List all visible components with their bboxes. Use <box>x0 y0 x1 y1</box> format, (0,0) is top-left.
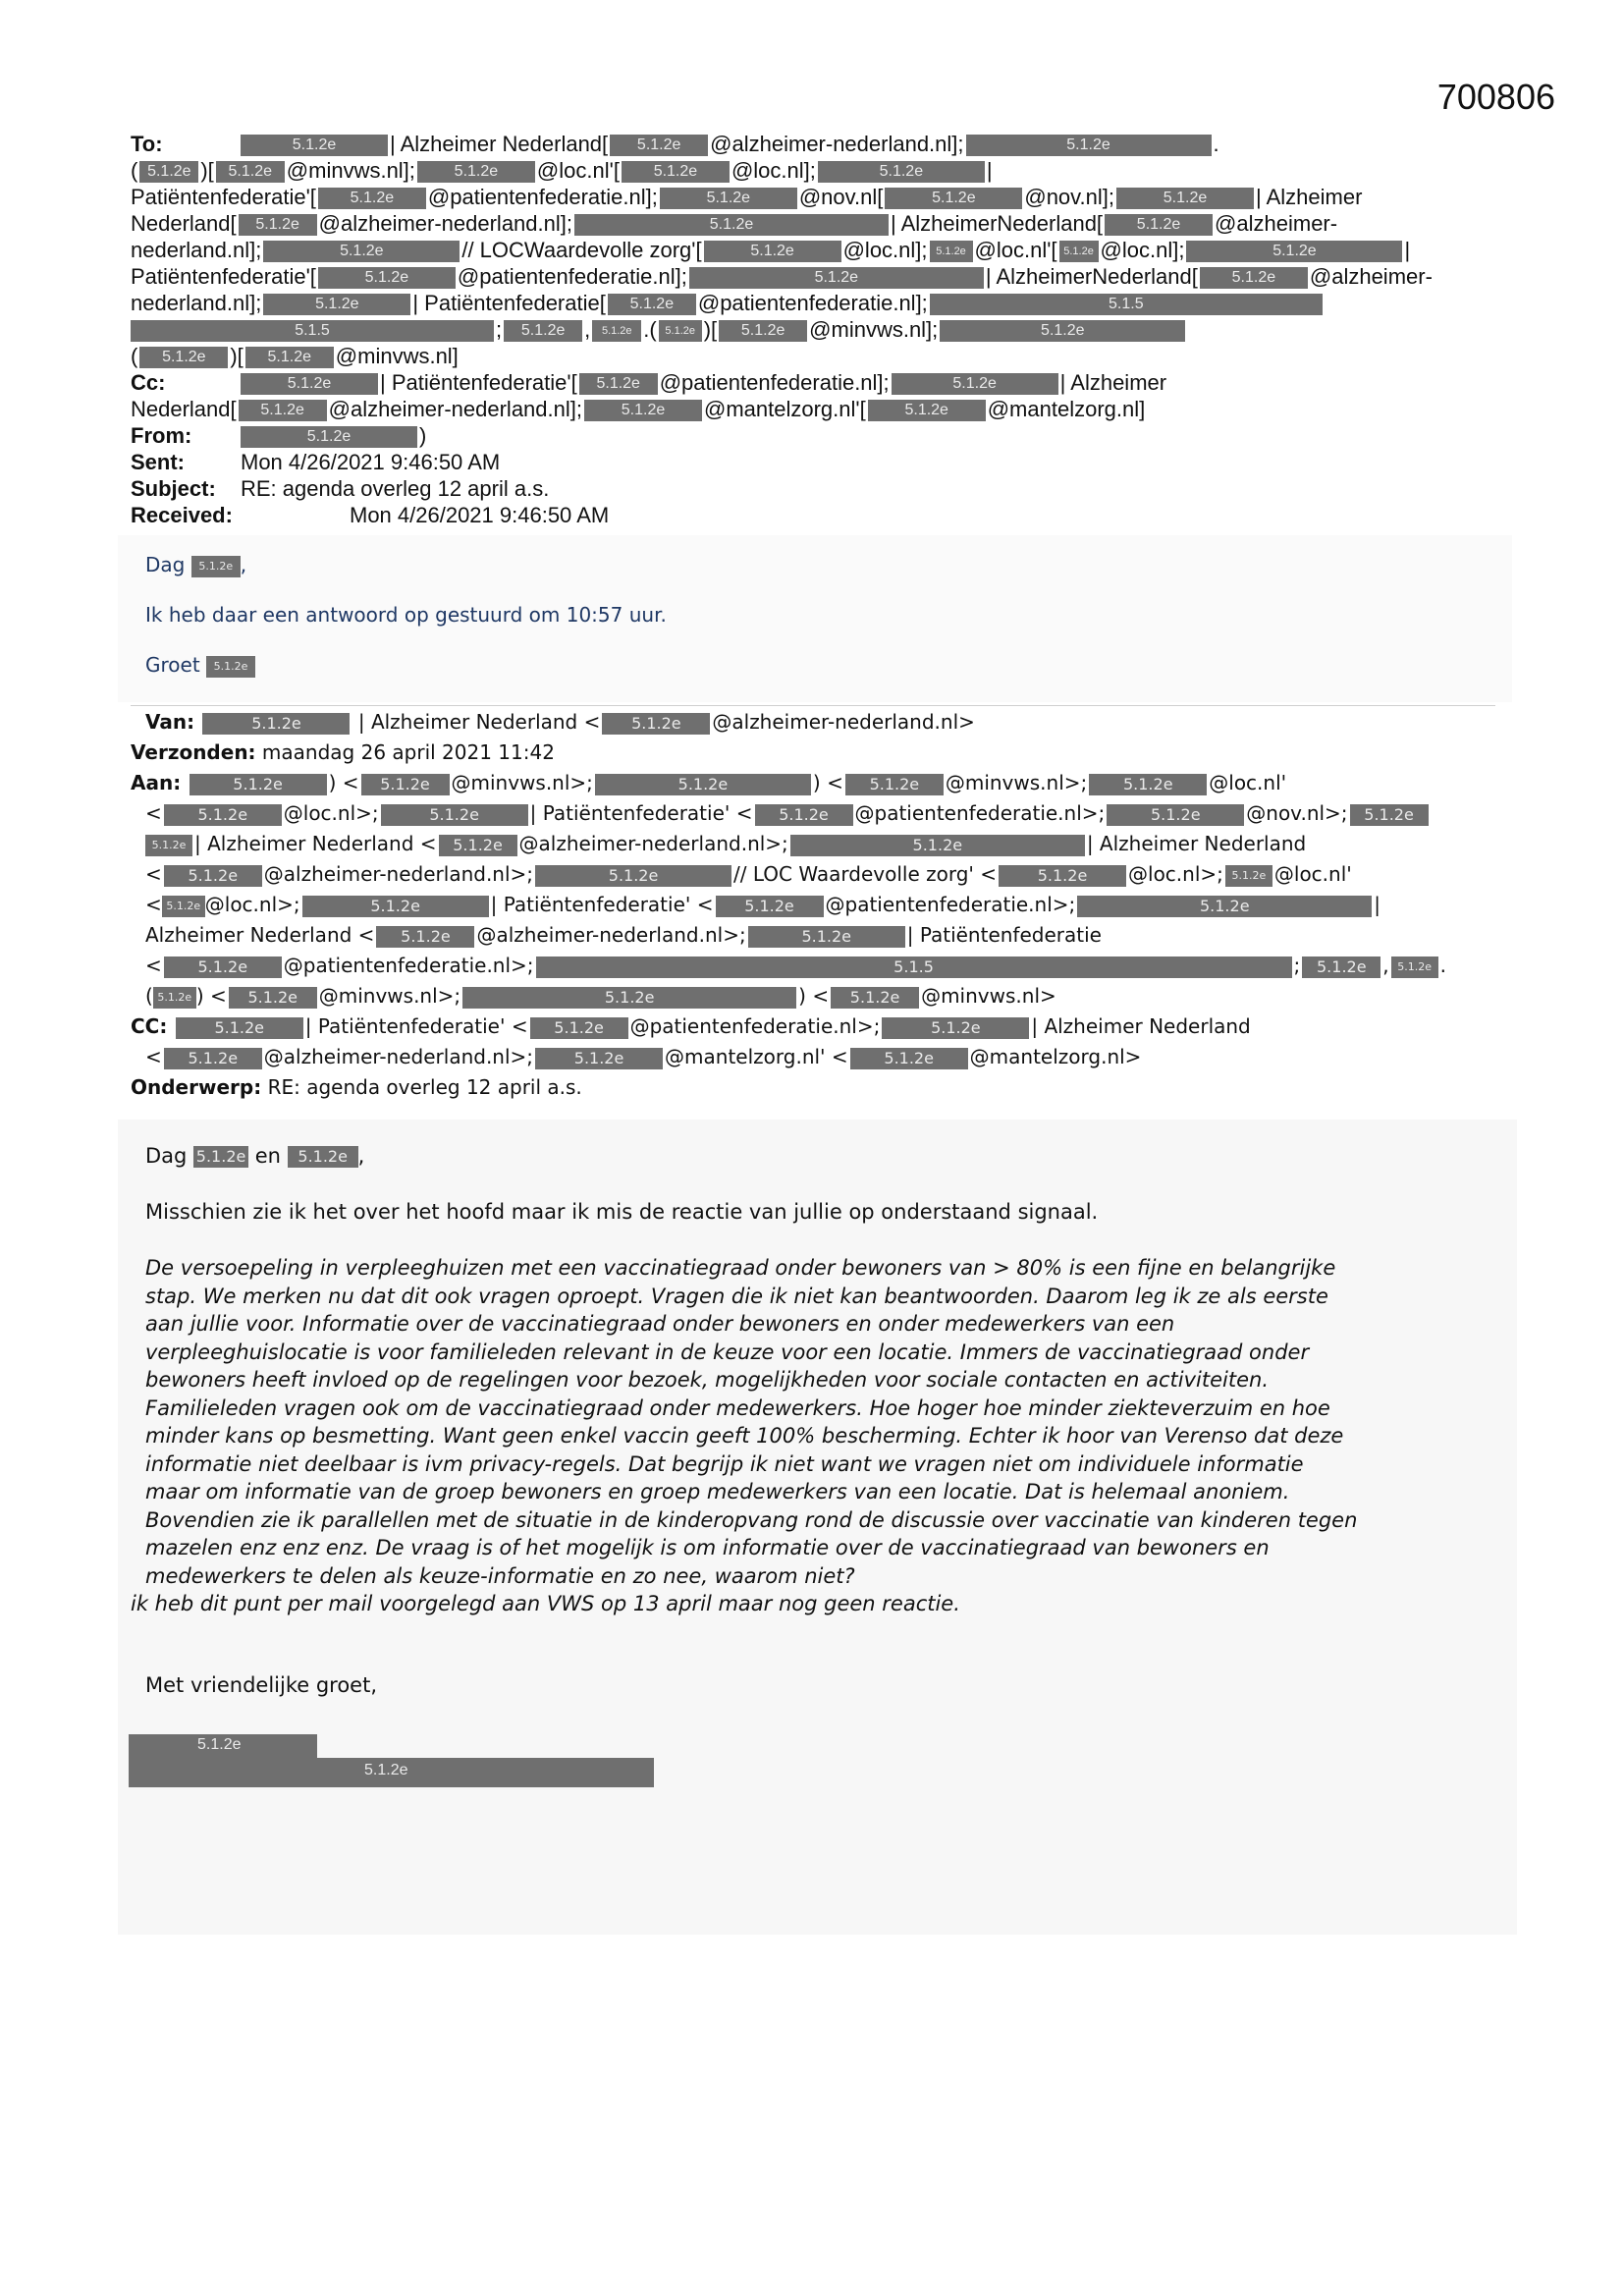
recipient-email: @patientenfederatie.nl]; <box>427 185 658 209</box>
greeting-text: Dag <box>145 553 186 576</box>
punct: ( <box>131 158 138 183</box>
redaction: 5.1.2e <box>245 347 334 368</box>
aan-line-8 <box>131 981 1515 1011</box>
recipient-org: // LOCWaardevolle zorg'[ <box>461 238 702 262</box>
quote-line: verpleeghuislocatie is voor familieleden relevant in de keuze voor een locatie. Immers de vaccinatiegraad onder <box>145 1339 1310 1364</box>
cc-fwd-line-2 <box>131 1042 1515 1072</box>
redaction: 5.1.2e <box>139 347 228 368</box>
quote-line: medewerkers te delen als keuze-informatie en zo nee, waarom niet? <box>145 1563 855 1588</box>
quote-line: informatie niet deelbaar is ivm privacy-regels. Dat begrijp ik niet want we vragen niet om individuele informatie <box>145 1451 1304 1476</box>
from-label: From: <box>131 423 192 448</box>
received-line <box>131 502 1525 528</box>
recipient-email: @alzheimer-nederland.nl>; <box>263 1045 534 1068</box>
punct: , <box>357 1144 365 1168</box>
punct: . <box>1213 132 1219 156</box>
recipient-email: @loc.nl>; <box>283 801 379 825</box>
aan-line-4 <box>131 859 1515 890</box>
punct: < <box>145 801 162 825</box>
recipient-email: @patientenfederatie.nl>; <box>854 801 1106 825</box>
recipient-email: @loc.nl' <box>1273 862 1352 886</box>
message-greeting <box>145 1144 1520 1168</box>
separator-line <box>131 705 1495 706</box>
redaction: 5.1.2e <box>755 804 853 826</box>
redaction: 5.1.2e <box>206 656 255 678</box>
recipient-email: @mantelzorg.nl> <box>969 1045 1142 1068</box>
redaction: 5.1.2e <box>1107 804 1244 826</box>
redaction: 5.1.2e <box>1077 896 1372 917</box>
to-line-6 <box>131 263 1525 290</box>
recipient-email: @minvws.nl]; <box>809 317 939 342</box>
document-number: 700806 <box>1436 77 1555 117</box>
redaction: 5.1.2e <box>716 896 824 917</box>
redaction: 5.1.2e <box>704 241 841 262</box>
redaction: 5.1.2e <box>318 267 456 289</box>
recipient-email: @loc.nl' <box>1209 771 1287 794</box>
redaction: 5.1.2e <box>139 161 198 183</box>
aan-line-3 <box>131 829 1515 859</box>
to-line-3 <box>131 184 1525 210</box>
recipient-email: @alzheimer-nederland.nl>; <box>476 923 746 947</box>
punct: ) < <box>328 771 359 794</box>
aan-line-7 <box>131 951 1515 981</box>
punct: ) < <box>195 984 227 1008</box>
recipient-email: @nov.nl]; <box>1024 185 1114 209</box>
redaction: 5.1.2e <box>882 1017 1029 1039</box>
recipient-email: @patientenfederatie.nl]; <box>659 370 890 395</box>
redaction: 5.1.2e <box>439 835 517 856</box>
reply-closing <box>145 653 255 678</box>
recipient-org: | Alzheimer <box>1059 370 1167 395</box>
from-line <box>131 422 1525 449</box>
redaction: 5.1.2e <box>162 896 205 917</box>
quote-line: aan jullie voor. Informatie over de vaccinatiegraad onder bewoners en onder medewerkers van een <box>145 1312 1175 1336</box>
punct: | <box>1374 893 1381 916</box>
redaction: 5.1.2e <box>892 373 1058 395</box>
message-intro: Misschien zie ik het over het hoofd maar ik mis de reactie van jullie op onderstaand signaal. <box>145 1200 1099 1224</box>
cc-fwd-label: CC: <box>131 1014 168 1038</box>
forwarded-header <box>131 707 1515 1103</box>
redaction-code: 5.1.2e <box>364 1762 408 1778</box>
recipient-email: @minvws.nl] <box>335 344 459 368</box>
redaction: 5.1.2e <box>818 161 985 183</box>
recipient-org: Nederland[ <box>131 397 237 421</box>
recipient-org: | AlzheimerNederland[ <box>985 264 1198 289</box>
aan-line-6 <box>131 920 1515 951</box>
redaction: 5.1.2e <box>193 1146 248 1168</box>
punct: < <box>145 1045 162 1068</box>
redaction: 5.1.2e <box>263 241 460 262</box>
punct: < <box>145 954 162 977</box>
redaction: 5.1.2e <box>504 320 582 342</box>
recipient-email: @mantelzorg.nl] <box>987 397 1146 421</box>
to-line-1 <box>131 131 1525 157</box>
punct: < <box>145 862 162 886</box>
punct: )[ <box>703 317 718 342</box>
punct: , <box>1382 954 1389 977</box>
redaction: 5.1.2e <box>1116 188 1254 209</box>
recipient-email: @minvws.nl]; <box>286 158 415 183</box>
redaction: 5.1.2e <box>1200 267 1308 289</box>
quote-line: De versoepeling in verpleeghuizen met een vaccinatiegraad onder bewoners van > 80% is een fijne en belangrijke <box>145 1256 1336 1280</box>
verzonden-line <box>131 738 1515 768</box>
redaction: 5.1.2e <box>719 320 807 342</box>
recipient-email: @nov.nl[ <box>798 185 884 209</box>
punct: ; <box>1293 954 1301 977</box>
to-line-5 <box>131 237 1525 263</box>
punct: < <box>145 893 162 916</box>
recipient-org: Nederland[ <box>131 211 237 236</box>
punct: ) < <box>812 771 843 794</box>
redaction: 5.1.2e <box>288 1146 358 1168</box>
redaction: 5.1.2e <box>202 713 350 735</box>
redaction: 5.1.2e <box>164 1048 262 1069</box>
recipient-email: @loc.nl>; <box>1128 862 1223 886</box>
redaction: 5.1.5 <box>930 294 1323 315</box>
to-line-4 <box>131 210 1525 237</box>
recipient-email: @nov.nl>; <box>1246 801 1348 825</box>
recipient-email: @loc.nl]; <box>842 238 928 262</box>
redaction: 5.1.2e <box>361 774 450 795</box>
redaction: 5.1.2e <box>748 926 905 948</box>
quote-followup: ik heb dit punt per mail voorgelegd aan VWS op 13 april maar nog geen reactie. <box>131 1592 960 1615</box>
punct: ) < <box>798 984 830 1008</box>
redaction: 5.1.2e <box>1302 957 1380 978</box>
recipient-email: @patientenfederatie.nl>; <box>283 954 534 977</box>
recipient-email: @alzheimer-nederland.nl]; <box>710 132 964 156</box>
redaction: 5.1.2e <box>164 957 282 978</box>
redaction: 5.1.2e <box>1059 241 1099 262</box>
redaction: 5.1.2e <box>241 426 417 448</box>
recipient-email: @alzheimer-nederland.nl]; <box>318 211 572 236</box>
recipient-email: @loc.nl]; <box>1100 238 1185 262</box>
redaction: 5.1.2e <box>831 987 919 1009</box>
redaction: 5.1.2e <box>1186 241 1402 262</box>
redaction: 5.1.2e <box>595 774 811 795</box>
email-header <box>131 131 1525 528</box>
redaction: 5.1.5 <box>131 320 494 342</box>
redaction: 5.1.2e <box>381 804 528 826</box>
redaction: 5.1.2e <box>579 373 658 395</box>
greeting-and: en <box>254 1144 281 1168</box>
to-label: To: <box>131 132 163 156</box>
recipient-email: @alzheimer-nederland.nl>; <box>518 832 788 855</box>
recipient-org: // LOC Waardevolle zorg' < <box>733 862 998 886</box>
recipient-org: | Patiëntenfederatie'[ <box>380 370 577 395</box>
recipient-email: @alzheimer- <box>1309 264 1433 289</box>
recipient-org: | Alzheimer Nederland <box>1086 832 1307 855</box>
punct: ) <box>419 423 427 448</box>
redaction: 5.1.2e <box>153 987 196 1009</box>
redaction: 5.1.2e <box>602 713 710 735</box>
recipient-email: @alzheimer- <box>1215 211 1338 236</box>
aan-line-5 <box>131 890 1515 920</box>
redaction: 5.1.2e <box>845 774 944 795</box>
punct: )[ <box>230 344 244 368</box>
redaction: 5.1.2e <box>239 400 327 421</box>
redaction: 5.1.2e <box>966 135 1212 156</box>
aan-line-1 <box>131 768 1515 798</box>
redaction: 5.1.2e <box>1391 957 1438 978</box>
redaction: 5.1.2e <box>302 896 489 917</box>
redaction: 5.1.2e <box>145 835 192 856</box>
recipient-email: @minvws.nl> <box>921 984 1056 1008</box>
punct: , <box>584 317 591 342</box>
received-value: Mon 4/26/2021 9:46:50 AM <box>350 503 610 527</box>
redaction: 5.1.2e <box>659 320 702 342</box>
recipient-org: | Alzheimer Nederland <box>1031 1014 1251 1038</box>
cc-label: Cc: <box>131 370 166 395</box>
redaction: 5.1.2e <box>462 987 796 1009</box>
to-line-7 <box>131 290 1525 316</box>
recipient-email: @patientenfederatie.nl>; <box>629 1014 881 1038</box>
cc-fwd-line-1 <box>131 1011 1515 1042</box>
redaction: 5.1.2e <box>689 267 984 289</box>
recipient-email: @minvws.nl>; <box>318 984 461 1008</box>
recipient-email: @loc.nl'[ <box>536 158 620 183</box>
quote-line: Familieleden vragen ook om de vaccinatiegraad onder medewerkers. Hoe hoger hoe minder ziekteverzuim en hoe <box>145 1395 1330 1420</box>
redaction: 5.1.2e <box>164 865 262 887</box>
sent-line <box>131 449 1525 475</box>
quote-line: stap. We merken nu dat dit ook vragen oproept. Vragen die ik niet kan beantwoorden. Daarom leg ik ze als eerste <box>145 1284 1328 1308</box>
recipient-org: | Patiëntenfederatie <box>906 923 1102 947</box>
reply-greeting <box>145 553 246 577</box>
recipient-email: @mantelzorg.nl'[ <box>704 397 866 421</box>
recipient-email: @patientenfederatie.nl]; <box>457 264 687 289</box>
to-line-8 <box>131 316 1525 343</box>
punct: ( <box>649 317 657 342</box>
redaction: 5.1.2e <box>660 188 797 209</box>
subject-line <box>131 475 1525 502</box>
recipient-email: @patientenfederatie.nl>; <box>825 893 1076 916</box>
redaction: 5.1.2e <box>216 161 285 183</box>
van-line <box>131 707 1515 738</box>
redaction: 5.1.2e <box>930 241 973 262</box>
verzonden-value: maandag 26 april 2021 11:42 <box>261 740 555 764</box>
recipient-org: | AlzheimerNederland[ <box>891 211 1104 236</box>
redaction: 5.1.2e <box>229 987 317 1009</box>
quote-line: bewoners heeft invloed op de regelingen voor bezoek, mogelijkheden voor sociale contacten en activiteiten. <box>145 1368 1270 1392</box>
signature-redaction <box>129 1758 654 1787</box>
quoted-signal <box>131 1254 1515 1618</box>
recipient-email: @loc.nl>; <box>204 893 300 916</box>
redaction: 5.1.2e <box>850 1048 968 1069</box>
quote-line: minder kans op besmetting. Want geen enkel vaccin geeft 100% bescherming. Echter ik hoor van Verenso dat deze <box>145 1424 1344 1448</box>
redaction: 5.1.2e <box>263 294 410 315</box>
redaction: 5.1.2e <box>376 926 474 948</box>
cc-line-1 <box>131 369 1525 396</box>
punct: | <box>986 158 993 183</box>
recipient-email: @mantelzorg.nl' < <box>665 1045 848 1068</box>
sent-label: Sent: <box>131 450 185 474</box>
onderwerp-label: Onderwerp: <box>131 1075 262 1099</box>
redaction: 5.1.2e <box>189 774 327 795</box>
recipient-email: @minvws.nl>; <box>451 771 593 794</box>
received-label: Received: <box>131 503 233 527</box>
cc-line-2 <box>131 396 1525 422</box>
recipient-org: Patiëntenfederatie'[ <box>131 264 316 289</box>
punct: | <box>1404 238 1411 262</box>
punct: ( <box>131 344 138 368</box>
redaction: 5.1.2e <box>1105 214 1213 236</box>
to-line-2 <box>131 157 1525 184</box>
sender-email: @alzheimer-nederland.nl> <box>712 710 975 734</box>
recipient-email: nederland.nl]; <box>131 291 262 315</box>
punct: ( <box>145 984 153 1008</box>
redaction: 5.1.2e <box>176 1017 303 1039</box>
redaction: 5.1.2e <box>191 556 241 577</box>
subject-label: Subject: <box>131 476 216 501</box>
redaction: 5.1.2e <box>535 1048 663 1069</box>
redaction: 5.1.2e <box>417 161 535 183</box>
sender-org: | Alzheimer Nederland < <box>357 710 601 734</box>
redaction: 5.1.2e <box>574 214 889 236</box>
redaction: 5.1.2e <box>318 188 426 209</box>
recipient-org: | Alzheimer Nederland[ <box>390 132 609 156</box>
onderwerp-value: RE: agenda overleg 12 april a.s. <box>267 1075 582 1099</box>
redaction: 5.1.5 <box>536 957 1292 978</box>
recipient-org: Patiëntenfederatie'[ <box>131 185 316 209</box>
redaction: 5.1.2e <box>584 400 702 421</box>
redaction: 5.1.2e <box>530 1017 628 1039</box>
redaction: 5.1.2e <box>535 865 731 887</box>
recipient-org: | Patiëntenfederatie' < <box>529 801 753 825</box>
sent-value: Mon 4/26/2021 9:46:50 AM <box>241 450 501 474</box>
recipient-email: nederland.nl]; <box>131 238 262 262</box>
recipient-email: @alzheimer-nederland.nl]; <box>328 397 582 421</box>
recipient-org: | Patiëntenfederatie' < <box>490 893 714 916</box>
recipient-org: | Patiëntenfederatie[ <box>412 291 606 315</box>
redaction: 5.1.2e <box>999 865 1126 887</box>
redaction: 5.1.2e <box>239 214 317 236</box>
redaction: 5.1.2e <box>241 373 378 395</box>
redaction: 5.1.2e <box>610 135 708 156</box>
message-closing: Met vriendelijke groet, <box>145 1673 378 1697</box>
recipient-org: | Alzheimer Nederland < <box>194 832 437 855</box>
redaction: 5.1.2e <box>1350 804 1429 826</box>
recipient-email: @loc.nl'[ <box>974 238 1057 262</box>
redaction: 5.1.2e <box>592 320 641 342</box>
redaction: 5.1.2e <box>622 161 730 183</box>
redaction-code: 5.1.2e <box>197 1736 242 1753</box>
onderwerp-line <box>131 1072 1515 1103</box>
recipient-email: @alzheimer-nederland.nl>; <box>263 862 534 886</box>
quote-line: maar om informatie van de groep bewoners en groep medewerkers van een locatie. Dat is helemaal anoniem. <box>145 1480 1290 1503</box>
to-line-9 <box>131 343 1525 369</box>
closing-text: Groet <box>145 653 200 677</box>
recipient-email: @minvws.nl>; <box>945 771 1088 794</box>
recipient-org: | Alzheimer <box>1256 185 1363 209</box>
recipient-org: Alzheimer Nederland < <box>145 923 375 947</box>
redaction: 5.1.2e <box>868 400 986 421</box>
punct: , <box>240 553 247 576</box>
punct: ; <box>496 317 503 342</box>
quote-line: mazelen enz enz enz. De vraag is of het mogelijk is om informatie over de vaccinatiegraad van bewoners en <box>145 1536 1270 1559</box>
recipient-org: | Patiëntenfederatie' < <box>304 1014 528 1038</box>
aan-label: Aan: <box>131 771 182 794</box>
reply-line: Ik heb daar een antwoord op gestuurd om 10:57 uur. <box>145 603 667 627</box>
punct: . <box>1439 954 1446 977</box>
recipient-email: @patientenfederatie.nl]; <box>697 291 928 315</box>
redaction: 5.1.2e <box>608 294 696 315</box>
subject-value: RE: agenda overleg 12 april a.s. <box>241 476 550 501</box>
aan-line-2 <box>131 798 1515 829</box>
signature-redaction <box>129 1734 317 1758</box>
redaction: 5.1.2e <box>790 835 1085 856</box>
redaction: 5.1.2e <box>1089 774 1207 795</box>
punct: )[ <box>200 158 214 183</box>
punct: . <box>643 317 650 342</box>
redaction: 5.1.2e <box>241 135 388 156</box>
redaction: 5.1.2e <box>164 804 282 826</box>
recipient-email: @loc.nl]; <box>731 158 816 183</box>
redaction: 5.1.2e <box>940 320 1185 342</box>
verzonden-label: Verzonden: <box>131 740 256 764</box>
redaction: 5.1.2e <box>885 188 1022 209</box>
quote-line: Bovendien zie ik parallellen met de situatie in de kinderopvang rond de discussie over vaccinatie van kinderen tegen <box>145 1507 1358 1532</box>
greeting-text: Dag <box>145 1144 188 1168</box>
redaction: 5.1.2e <box>1225 865 1272 887</box>
van-label: Van: <box>145 710 195 734</box>
